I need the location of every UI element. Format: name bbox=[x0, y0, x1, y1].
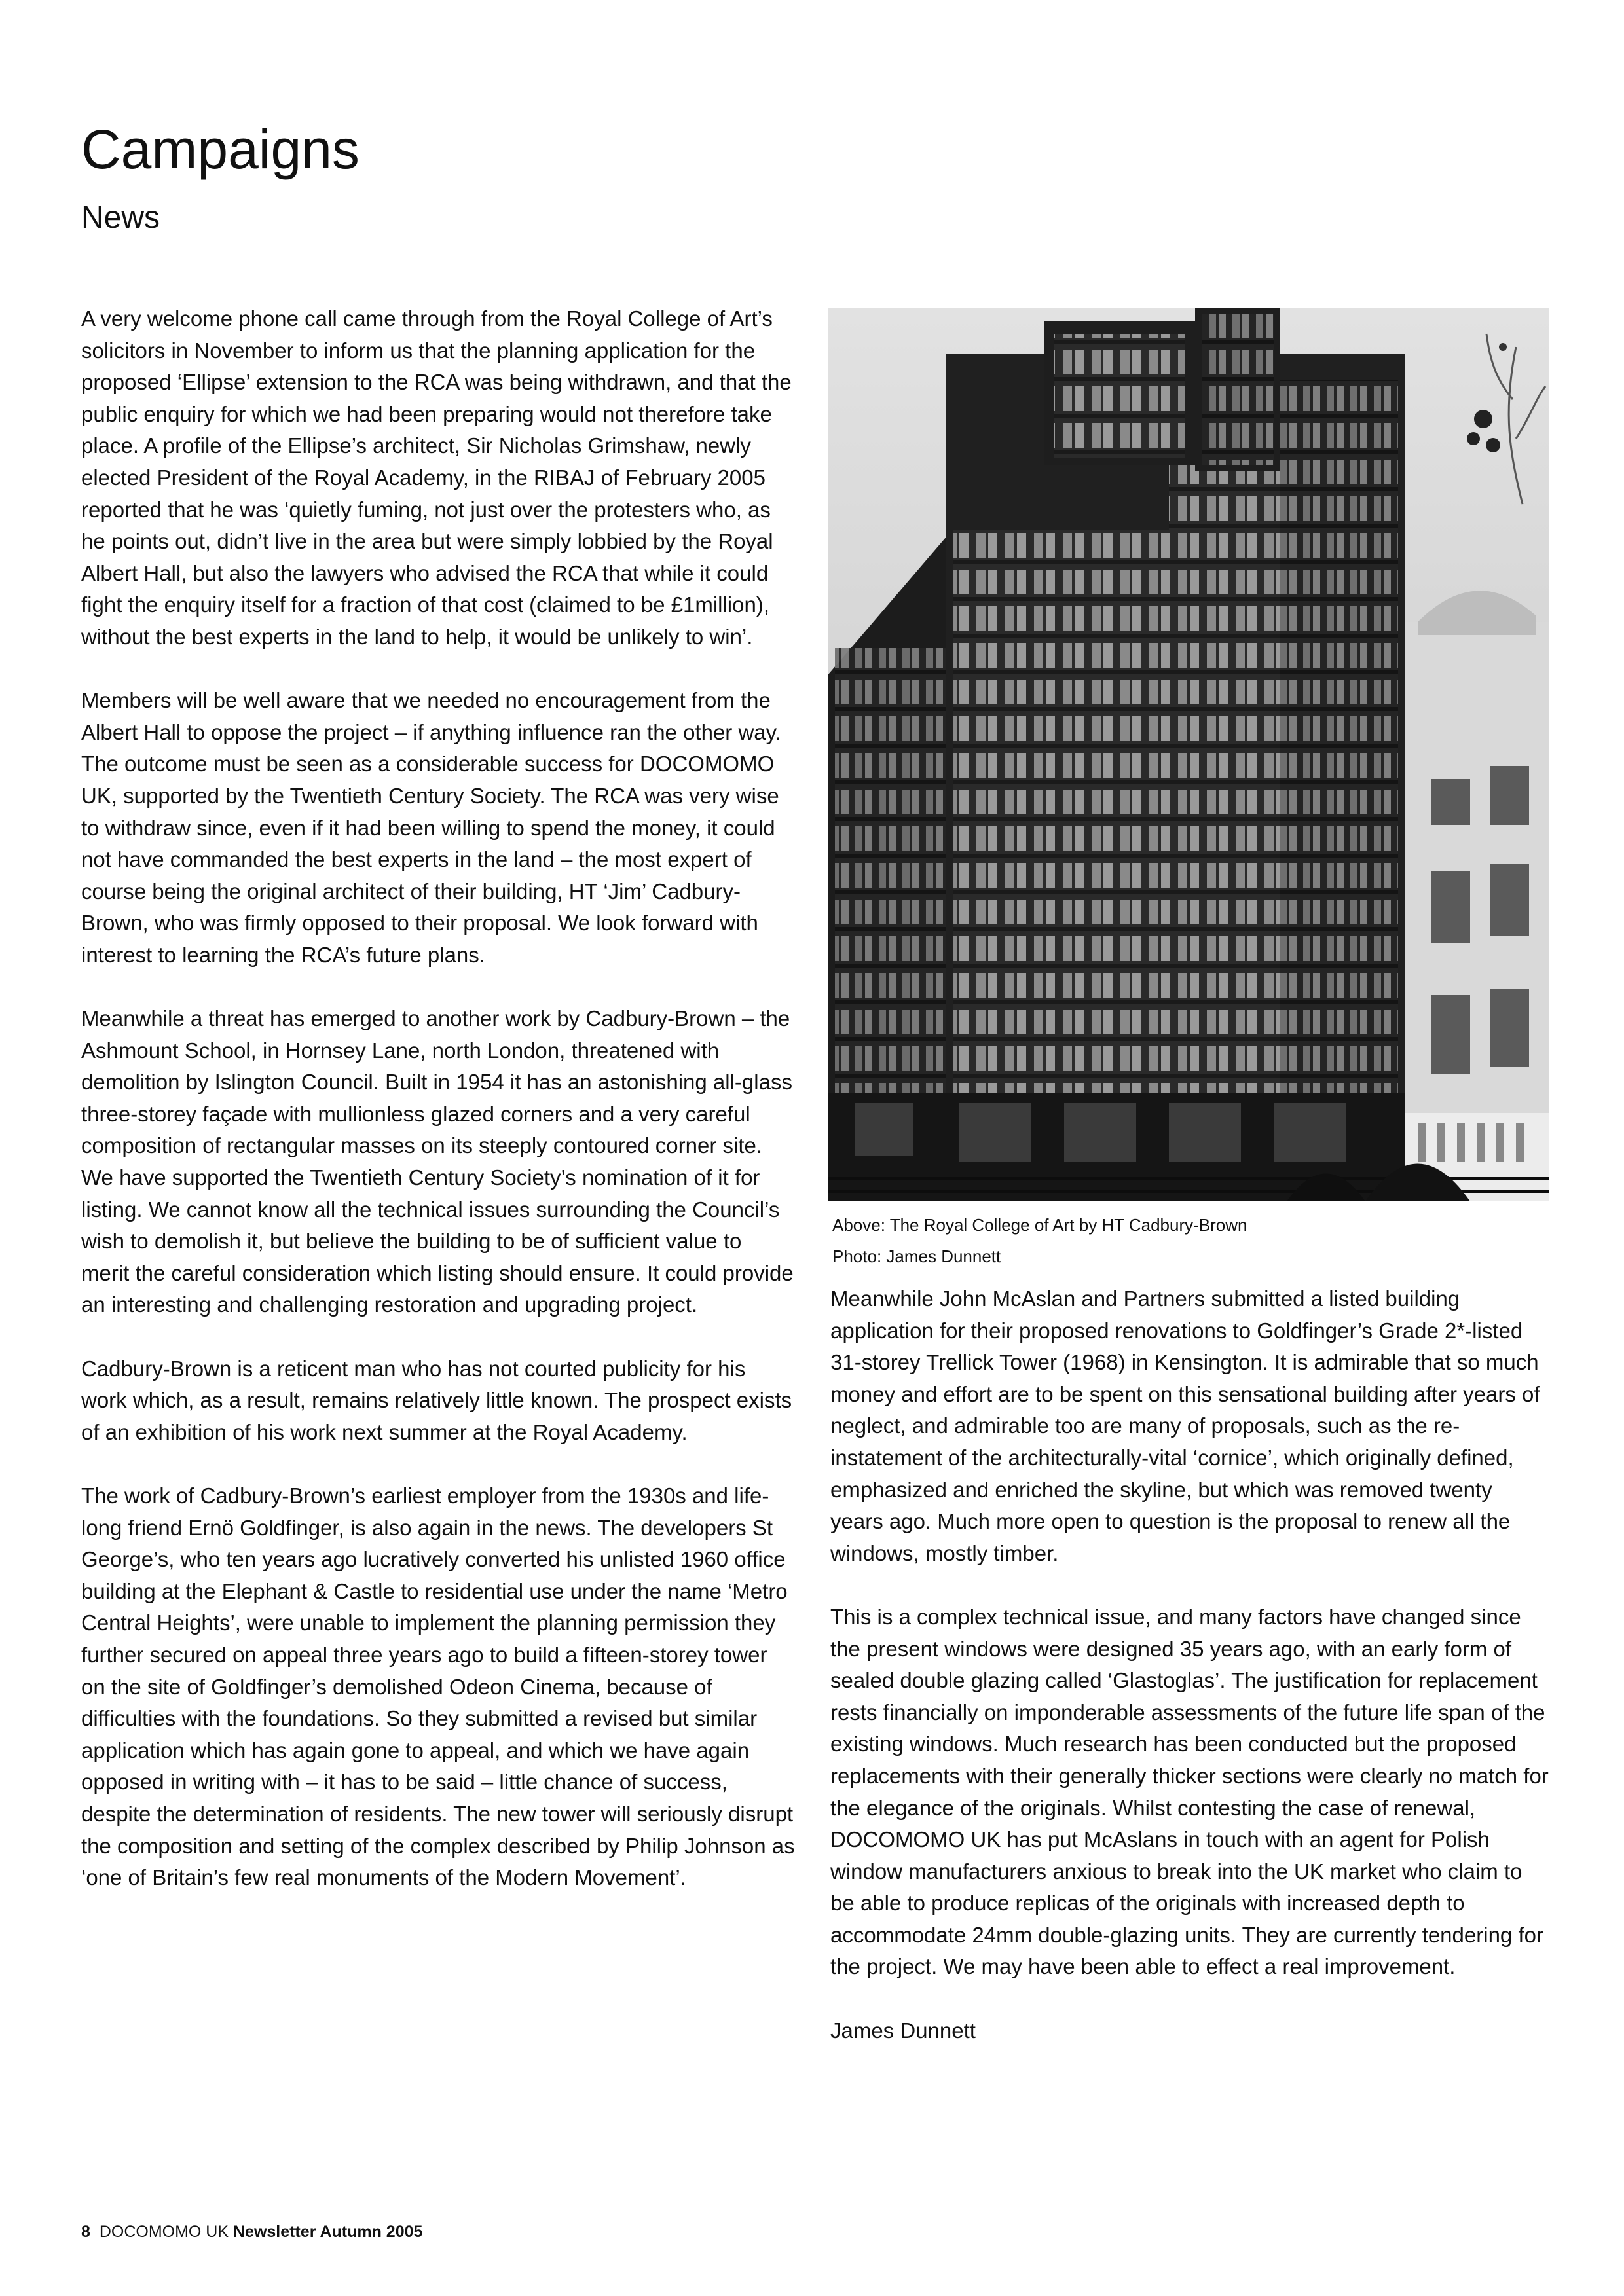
paragraph: A very welcome phone call came through from the Royal College of Art’s solicitors in November to inform us that the planning application for the proposed ‘Ellipse’ extension to the RCA was being withdrawn, and that the public enquiry for which we had been preparing would not therefore take place. A profile of the Ellipse’s architect, Sir Nicholas Grimshaw, newly elected President of the Royal Academy, in the RIBAJ of February 2005 reported that he was ‘quietly fuming, not just over the protesters who, as he points out, didn’t live in the area but were simply lobbied by the Royal Albert Hall, but also the lawyers who advised the RCA that while it could fight the enquiry itself for a fraction of that cost (claimed to be £1million), without the best experts in the land to help, it would be unlikely to win’. bbox=[81, 306, 792, 649]
paragraph: Meanwhile a threat has emerged to another work by Cadbury-Brown – the Ashmount School, in Hornsey Lane, north London, threatened with demolition by Islington Council. Built in 1954 it has an astonishing all-glass three-storey façade with mullionless glazed corners and a very careful composition of rectangular masses on its steeply contoured corner site. We have supported the Twentieth Century Society’s nomination of it for listing. We cannot know all the technical issues surrounding the Council’s wish to demolish it, but believe the building to be of sufficient value to merit the careful consideration which listing should ensure. It could provide an interesting and challenging restoration and upgrading project. bbox=[81, 1006, 794, 1317]
paragraph: The work of Cadbury-Brown’s earliest employer from the 1930s and life-long friend Ernö Goldfinger, is also again in the news. The developers St George’s, who ten years ago lucratively converted his unlisted 1960 office building at the Elephant & Castle to residential use under the name ‘Metro Central Heights’, were unable to implement the planning permission they further secured on appeal three years ago to build a fifteen-storey tower on the site of Goldfinger’s demolished Odeon Cinema, because of difficulties with the foundations. So they submitted a revised but similar application which has again gone to appeal, and which we have again opposed in writing with – it has to be said – little chance of success, despite the determination of residents. The new tower will seriously disrupt the composition and setting of the complex described by Philip Johnson as ‘one of Britain’s few real monuments of the Modern Movement’. bbox=[81, 1483, 795, 1890]
footer-publication: Newsletter Autumn 2005 bbox=[232, 2223, 423, 2241]
paragraph: Cadbury-Brown is a reticent man who has not courted publicity for his work which, as a result, remains relatively little known. The prospect exists of an exhibition of his work next summer at the Royal Academy. bbox=[81, 1356, 792, 1444]
caption-text: Above: The Royal College of Art by HT Cadbury-Brown bbox=[832, 1215, 1247, 1235]
page-subtitle: News bbox=[81, 200, 160, 235]
right-column bbox=[830, 1283, 1551, 2079]
page-number: 8 bbox=[81, 2223, 90, 2241]
figure-caption bbox=[832, 1209, 1247, 1272]
building-photo bbox=[828, 308, 1549, 1201]
page-title: Campaigns bbox=[81, 118, 360, 180]
footer-org: DOCOMOMO UK bbox=[99, 2223, 229, 2241]
paragraph: Members will be well aware that we needed no encouragement from the Albert Hall to oppose the project – if anything influence ran the other way. The outcome must be seen as a considerable success for DOCOMOMO UK, supported by the Twentieth Century Society. The RCA was very wise to withdraw since, even if it had been willing to spend the money, it could not have commanded the best experts in the land – the most expert of course being the original architect of their building, HT ‘Jim’ Cadbury-Brown, who was firmly opposed to their proposal. We look forward with interest to learning the RCA’s future plans. bbox=[81, 688, 781, 967]
author-signature: James Dunnett bbox=[830, 2018, 976, 2043]
photo-credit: Photo: James Dunnett bbox=[832, 1247, 1001, 1266]
paragraph: Meanwhile John McAslan and Partners submitted a listed building application for their proposed renovations to Goldfinger’s Grade 2*-listed 31-storey Trellick Tower (1968) in Kensington. It is admirable that so much money and effort are to be spent on this sensational building after years of neglect, and admirable too are many of proposals, such as the re-instatement of the architecturally-vital ‘cornice’, which originally defined, emphasized and enriched the skyline, but which was removed twenty years ago. Much more open to question is the proposal to renew all the windows, mostly timber. bbox=[830, 1286, 1540, 1565]
page-footer bbox=[81, 2223, 422, 2242]
left-column bbox=[81, 303, 795, 1925]
paragraph: This is a complex technical issue, and many factors have changed since the present windows were designed 35 years ago, with an early form of sealed double glazing called ‘Glastoglas’. The justification for replacement rests financially on imponderable assessments of the future life span of the existing windows. Much research has been conducted but the proposed replacements with their generally thicker sections were clearly no match for the elegance of the originals. Whilst contesting the case of renewal, DOCOMOMO UK has put McAslans in touch with an agent for Polish window manufacturers anxious to break into the UK market who claim to be able to produce replicas of the originals with increased depth to accommodate 24mm double-glazing units. They are currently tendering for the project. We may have been able to effect a real improvement. bbox=[830, 1604, 1549, 1979]
